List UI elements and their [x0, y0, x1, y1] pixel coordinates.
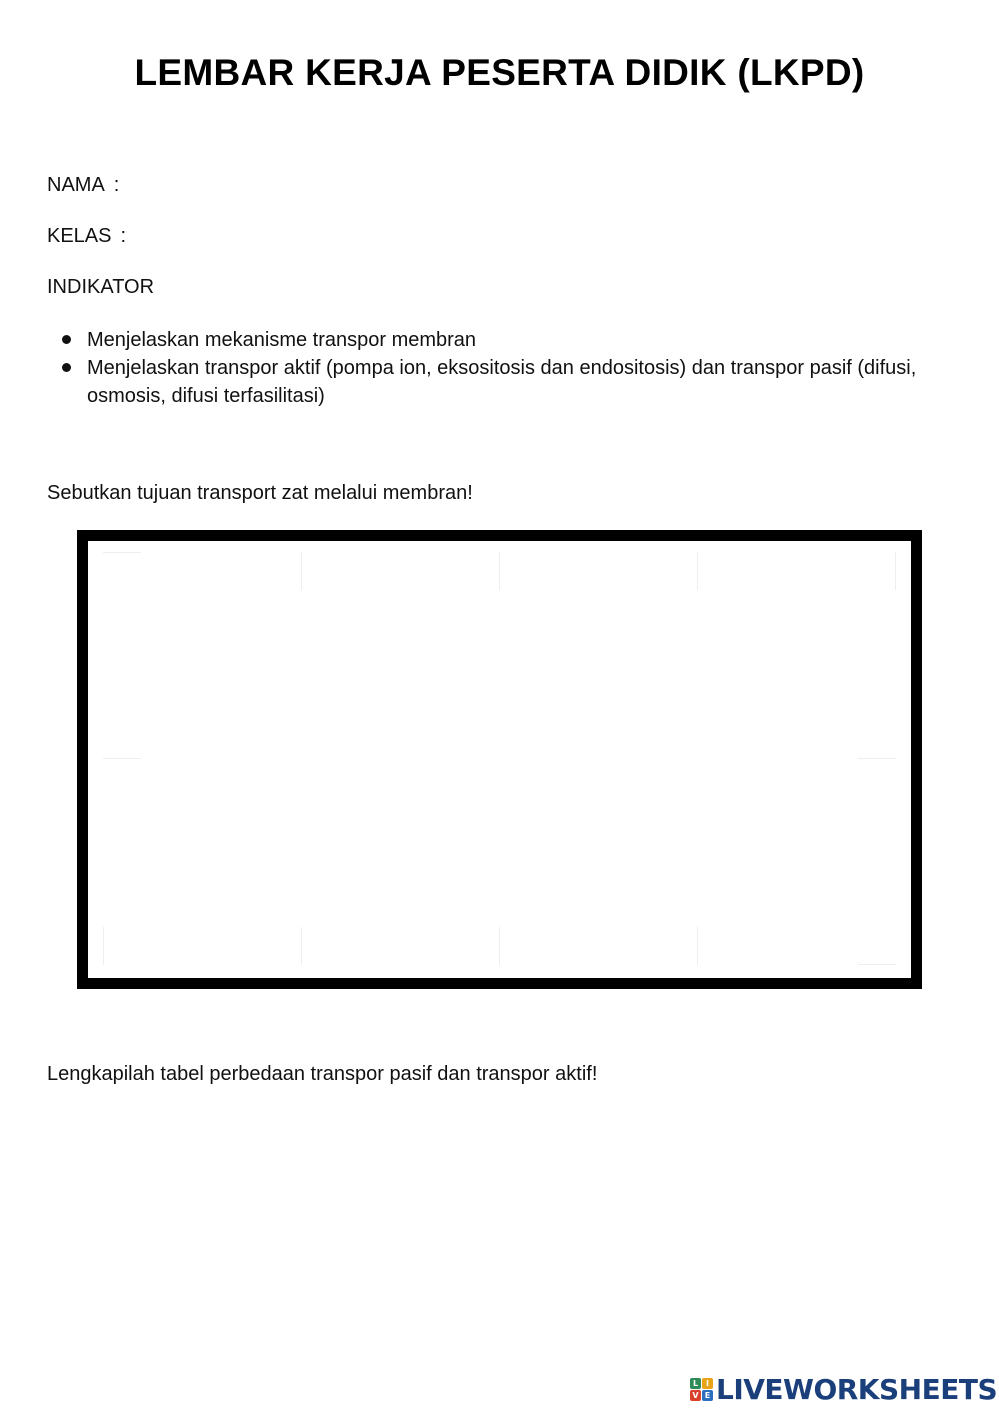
- logo-mark-letter: V: [690, 1390, 701, 1401]
- indicator-text: Menjelaskan transpor aktif (pompa ion, eksositosis dan endositosis) dan transpor pasif (difusi, osmosis, difusi terfasilitasi): [87, 357, 917, 407]
- name-label: NAMA: [47, 174, 105, 196]
- answer-textarea[interactable]: [102, 553, 897, 966]
- question-2: Lengkapilah tabel perbedaan transpor pasif dan transpor aktif!: [47, 1063, 598, 1085]
- logo-mark-letter: E: [702, 1390, 713, 1401]
- question-1: Sebutkan tujuan transport zat melalui membran!: [47, 482, 473, 504]
- class-field: [47, 225, 126, 248]
- indicator-heading: INDIKATOR: [47, 276, 155, 298]
- name-colon: :: [113, 174, 120, 196]
- logo-mark-icon: [690, 1378, 713, 1401]
- logo-mark-letter: L: [690, 1378, 701, 1389]
- indicator-item: [47, 354, 937, 410]
- indicator-text: Menjelaskan mekanisme transpor membran: [87, 329, 477, 351]
- class-colon: :: [120, 225, 127, 247]
- answer-box: [77, 530, 922, 989]
- bullet-icon: [62, 335, 71, 344]
- liveworksheets-logo: [690, 1372, 997, 1406]
- logo-mark-letter: I: [702, 1378, 713, 1389]
- bullet-icon: [62, 363, 71, 372]
- logo-text: LIVEWORKSHEETS: [716, 1372, 998, 1406]
- indicator-item: [47, 326, 937, 354]
- name-field: [47, 174, 119, 197]
- indicator-list: [47, 326, 937, 410]
- worksheet-title: LEMBAR KERJA PESERTA DIDIK (LKPD): [134, 52, 865, 93]
- class-label: KELAS: [47, 225, 112, 247]
